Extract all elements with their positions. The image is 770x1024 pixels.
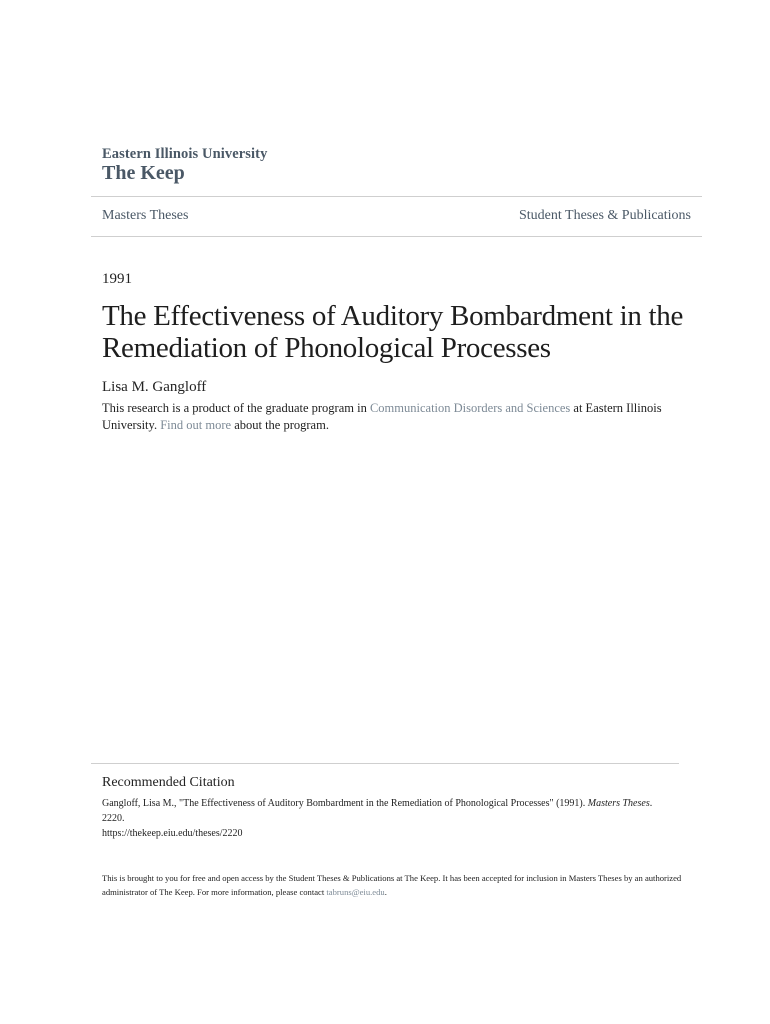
institution-name[interactable]: Eastern Illinois University [102, 146, 268, 162]
author-name[interactable]: Lisa M. Gangloff [102, 379, 207, 395]
access-statement [102, 871, 682, 899]
publication-year: 1991 [102, 271, 132, 287]
citation-text: Gangloff, Lisa M., "The Effectiveness of Auditory Bombardment in the Remediation of Phonological Processes" (1991). [102, 798, 588, 809]
repository-name[interactable]: The Keep [102, 162, 185, 184]
document-title: The Effectiveness of Auditory Bombardment in the Remediation of Phonological Processes [102, 300, 684, 364]
contact-email-link[interactable]: tabruns@eiu.edu [326, 887, 385, 897]
citation-body [102, 796, 662, 841]
program-statement [102, 400, 682, 434]
program-text-middle: at Eastern Illinois University. [102, 401, 662, 432]
collection-link[interactable]: Masters Theses [102, 208, 189, 223]
program-text-after: about the program. [231, 418, 329, 432]
citation-url[interactable]: https://thekeep.eiu.edu/theses/2220 [102, 828, 243, 839]
citation-journal: Masters Theses [587, 798, 650, 809]
series-link[interactable]: Student Theses & Publications [518, 208, 691, 223]
citation-divider [91, 763, 679, 764]
program-link[interactable]: Communication Disorders and Sciences [369, 401, 571, 415]
header-divider-top [91, 196, 702, 197]
program-text-before: This research is a product of the graduate program in [102, 401, 370, 415]
citation-heading: Recommended Citation [102, 775, 235, 790]
find-out-more-link[interactable]: Find out more [160, 418, 232, 432]
access-statement-text: This is brought to you for free and open access by the Student Theses & Publications at The Keep. It has been accepted for inclusion in Masters Theses by an authorized administrator of The Keep. For more information, please contact [102, 873, 682, 897]
citation-number: . 2220. [102, 798, 653, 824]
access-statement-end: . [384, 887, 387, 897]
header-divider-bottom [91, 236, 702, 237]
